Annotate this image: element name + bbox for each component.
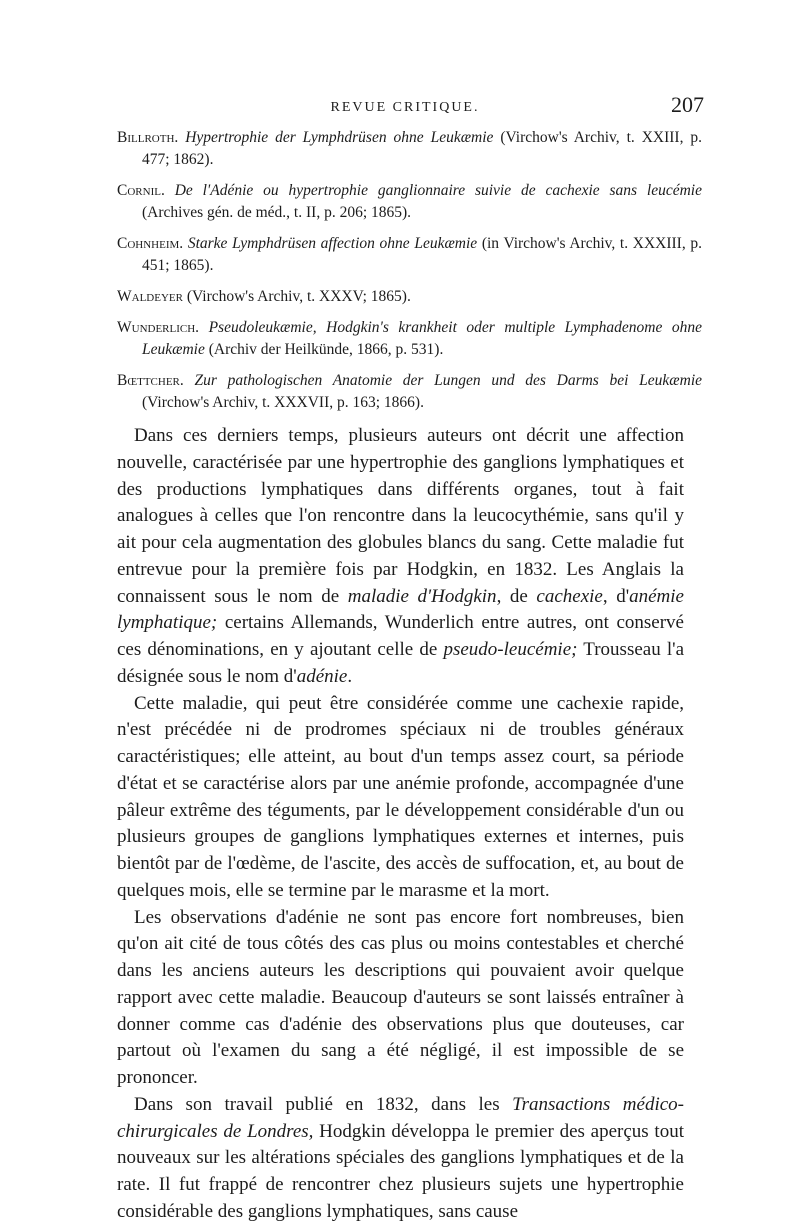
reference-source: (in Virchow's Archiv, t. XXXIII, p. 451; 1865). [142,235,702,274]
reference-entry [117,127,702,171]
reference-title: Zur pathologischen Anatomie der Lungen und des Darms bei Leukæmie [194,372,703,389]
reference-source: (Virchow's Archiv, t. XXXV; 1865). [186,288,411,305]
text-run: Hodgkin développa le premier des aperçus tout nouveaux sur les altérations spéciales des ganglions lymphatiques et de la rate. Il fut frappé de rencontrer chez plusieurs sujets une hypertrophie considérable des ganglions lymphatiques, sans cause [117,1120,684,1222]
reference-author: Wunderlich. [117,319,200,336]
italic-run: Transactions médico-chirurgicales de Londres, [117,1093,684,1142]
reference-entry [117,317,702,361]
italic-run: cachexie [536,585,603,607]
reference-source: (Virchow's Archiv, t. XXIII, p. 477; 1862). [142,129,703,168]
paragraph: Les observations d'adénie ne sont pas encore fort nombreuses, bien qu'on ait cité de tous côtés des cas plus ou moins contestables et cherché dans les anciens auteurs les descriptions qui pouvaient avoir quelque rapport avec cette maladie. Beaucoup d'auteurs se sont laissés entraîner à donner comme cas d'adénie des observations plus que douteuses, car partout où l'examen du sang a été négligé, il est impossible de se prononcer. [117,906,684,1088]
reference-title: Pseudoleukæmie, Hodgkin's krankheit oder multiple Lymphadenome ohne Leukæmie [142,319,702,358]
reference-author: Bœttcher. [117,372,184,389]
reference-entry [117,233,702,277]
italic-run: maladie d'Hodgkin [347,585,497,607]
text-run: Trousseau l'a désignée sous le nom d' [117,639,685,687]
bibliography-list [117,127,702,423]
reference-author: Billroth. [117,129,179,146]
reference-author: Waldeyer [117,288,183,305]
paragraph [117,423,684,691]
paragraph [117,1092,684,1226]
reference-entry [117,286,702,308]
italic-run: adénie [296,665,348,687]
article-body [117,423,684,1226]
reference-source: (Archives gén. de méd., t. II, p. 206; 1865). [142,204,412,221]
reference-entry [117,370,702,414]
reference-title: Starke Lymphdrüsen affection ohne Leukæmie [187,235,478,252]
reference-entry [117,180,702,224]
running-title: REVUE CRITIQUE. [330,100,480,115]
text-run: . [347,665,353,687]
text-run: certains Allemands, Wunderlich entre autres, ont conservé ces dénominations, en y ajoutant celle de [117,612,684,660]
reference-source: (Archiv der Heilkünde, 1866, p. 531). [208,341,444,358]
reference-title: De l'Adénie ou hypertrophie ganglionnaire suivie de cachexie sans leucémie [174,182,702,199]
italic-run: pseudo-leucémie; [443,639,578,660]
text-run: Dans son travail publié en 1832, dans les [134,1093,513,1115]
text-run: Dans ces derniers temps, plusieurs auteurs ont décrit une affection nouvelle, caractérisée par une hypertrophie des ganglions lymphatiques et des productions lymphatiques dans différents organes, tout à fait analogues à celles que l'on rencontre dans la leucocythémie, sans qu'il y ait pour cela augmentation des globules blancs du sang. Cette maladie fut entrevue pour la première fois par Hodgkin, en 1832. Les Anglais la connaissent sous le nom de [117,425,684,607]
italic-run: anémie lymphatique; [117,585,684,634]
text-run: , de [496,585,537,607]
text-run: , d' [602,585,630,607]
paragraph: Cette maladie, qui peut être considérée comme une cachexie rapide, n'est précédée ni de prodromes spéciaux ni de troubles généraux caractéristiques; elle atteint, au bout d'un temps assez court, sa période d'état et se caractérise alors par une anémie profonde, accompagnée d'une pâleur extrême des téguments, par le développement considérable d'un ou plusieurs groupes de ganglions lymphatiques externes et internes, puis bientôt par de l'œdème, de l'ascite, des accès de suffocation, et, au bout de quelques mois, elle se termine par le marasme et la mort. [117,692,684,901]
page-number: 207 [671,92,704,117]
reference-author: Cohnheim. [117,235,184,252]
running-header [110,92,704,122]
reference-source: (Virchow's Archiv, t. XXXVII, p. 163; 1866). [142,394,424,411]
reference-author: Cornil. [117,182,165,199]
reference-title: Hypertrophie der Lymphdrüsen ohne Leukæmie [185,129,494,146]
